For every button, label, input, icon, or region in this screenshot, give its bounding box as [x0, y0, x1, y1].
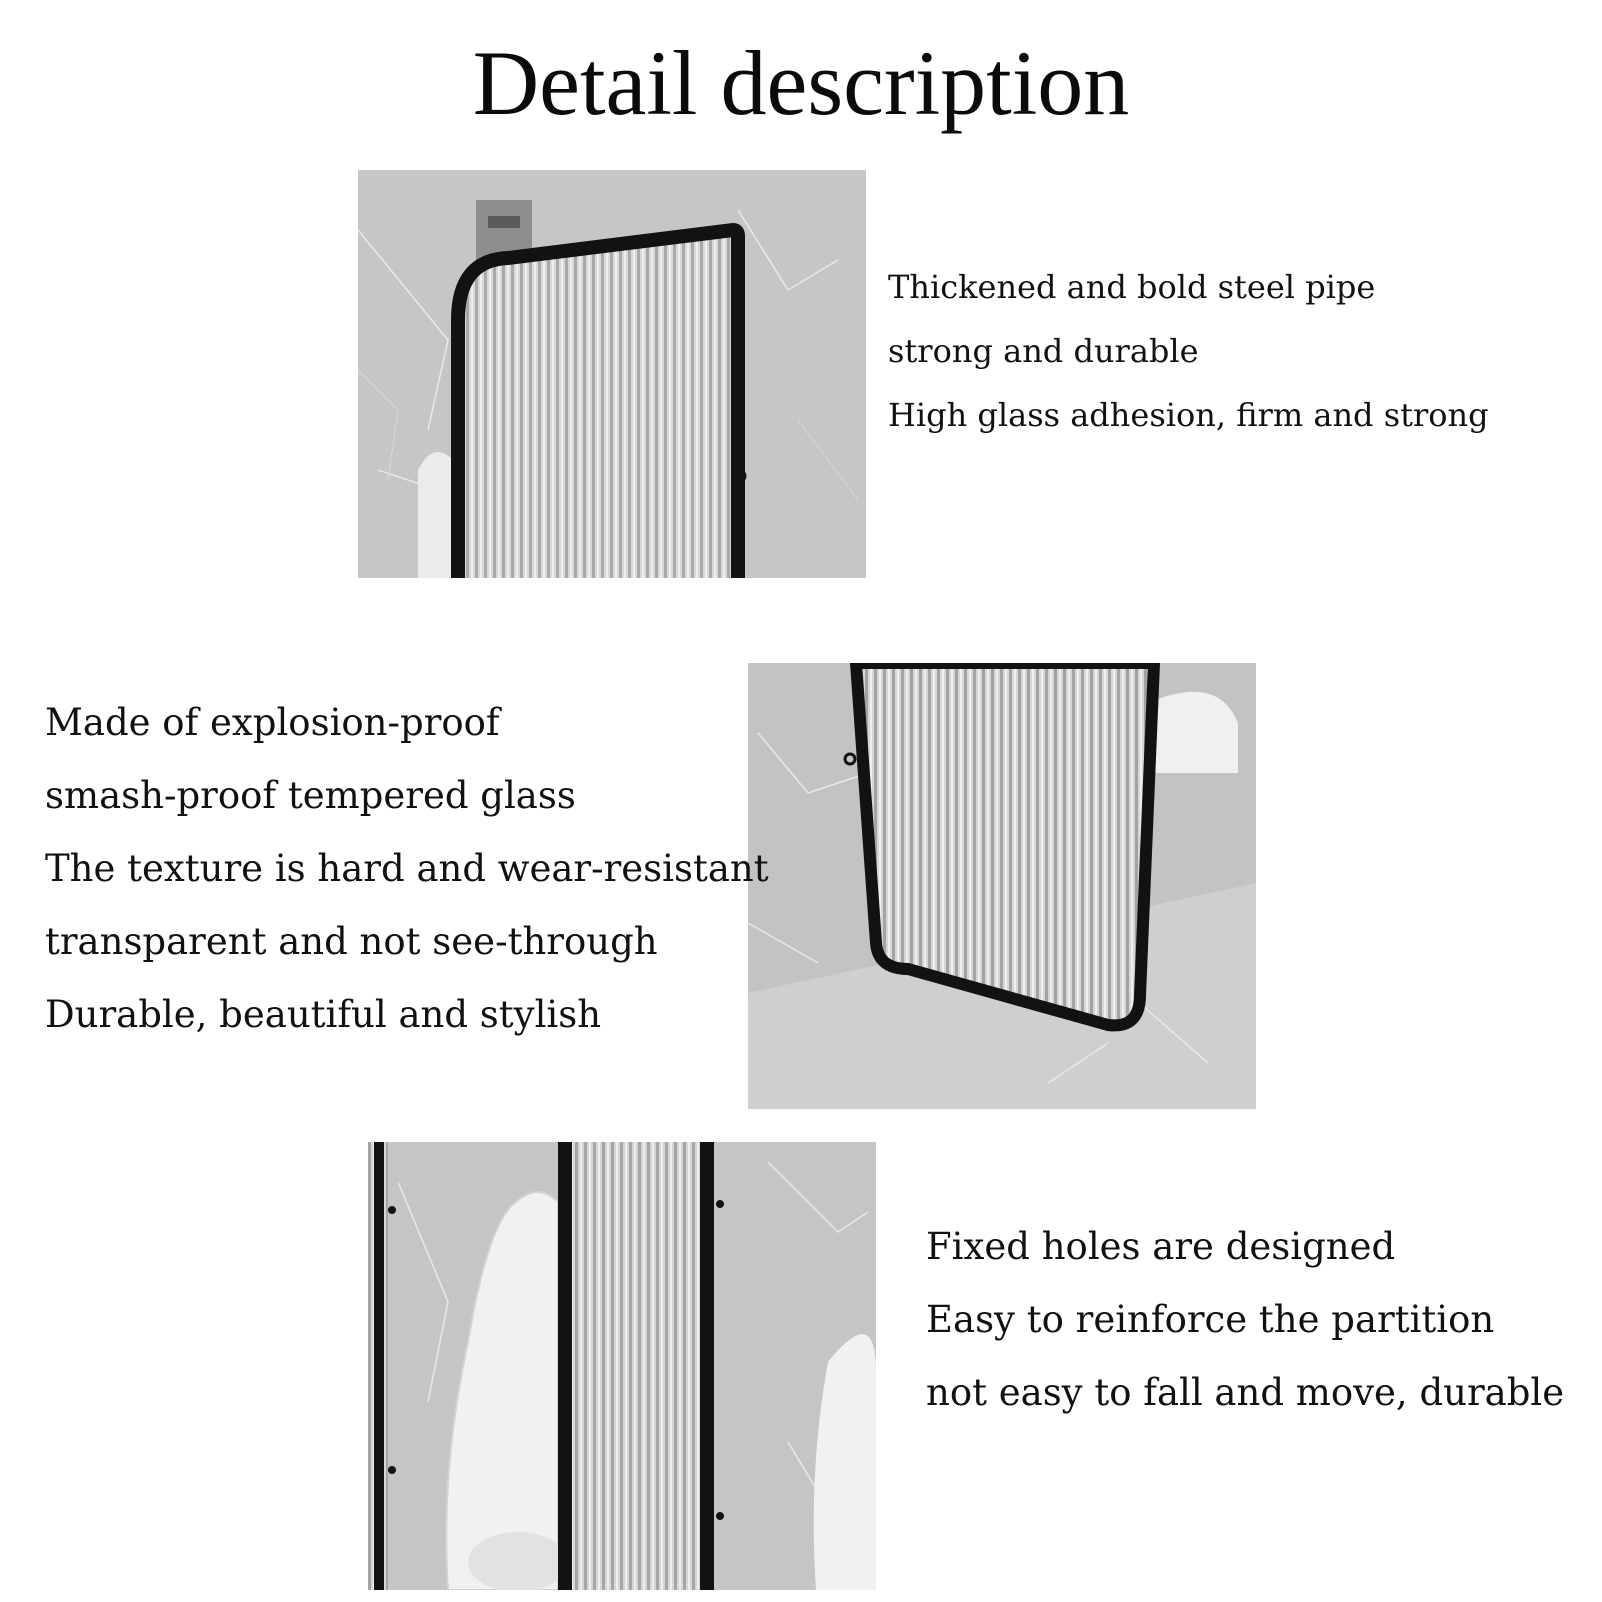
text-line: Durable, beautiful and stylish	[45, 993, 602, 1036]
text-line: transparent and not see-through	[45, 920, 658, 963]
text-line: Fixed holes are designed	[926, 1225, 1396, 1268]
partition-top-corner-photo	[358, 170, 866, 578]
text-line: not easy to fall and move, durable	[926, 1371, 1565, 1414]
text-line: strong and durable	[888, 332, 1199, 370]
text-line: Thickened and bold steel pipe	[888, 268, 1376, 306]
partition-urinals-photo	[368, 1142, 876, 1590]
text-line: High glass adhesion, firm and strong	[888, 396, 1489, 434]
text-line: Easy to reinforce the partition	[926, 1298, 1495, 1341]
page-title: Detail description	[472, 32, 1130, 134]
text-line: The texture is hard and wear-resistant	[45, 847, 769, 890]
tempered-glass-text	[45, 698, 769, 1063]
steel-pipe-text	[888, 262, 1489, 454]
text-line: smash-proof tempered glass	[45, 774, 576, 817]
text-line: Made of explosion-proof	[45, 701, 500, 744]
partition-bottom-corner-photo	[748, 663, 1256, 1109]
fixed-holes-text	[926, 1222, 1564, 1441]
